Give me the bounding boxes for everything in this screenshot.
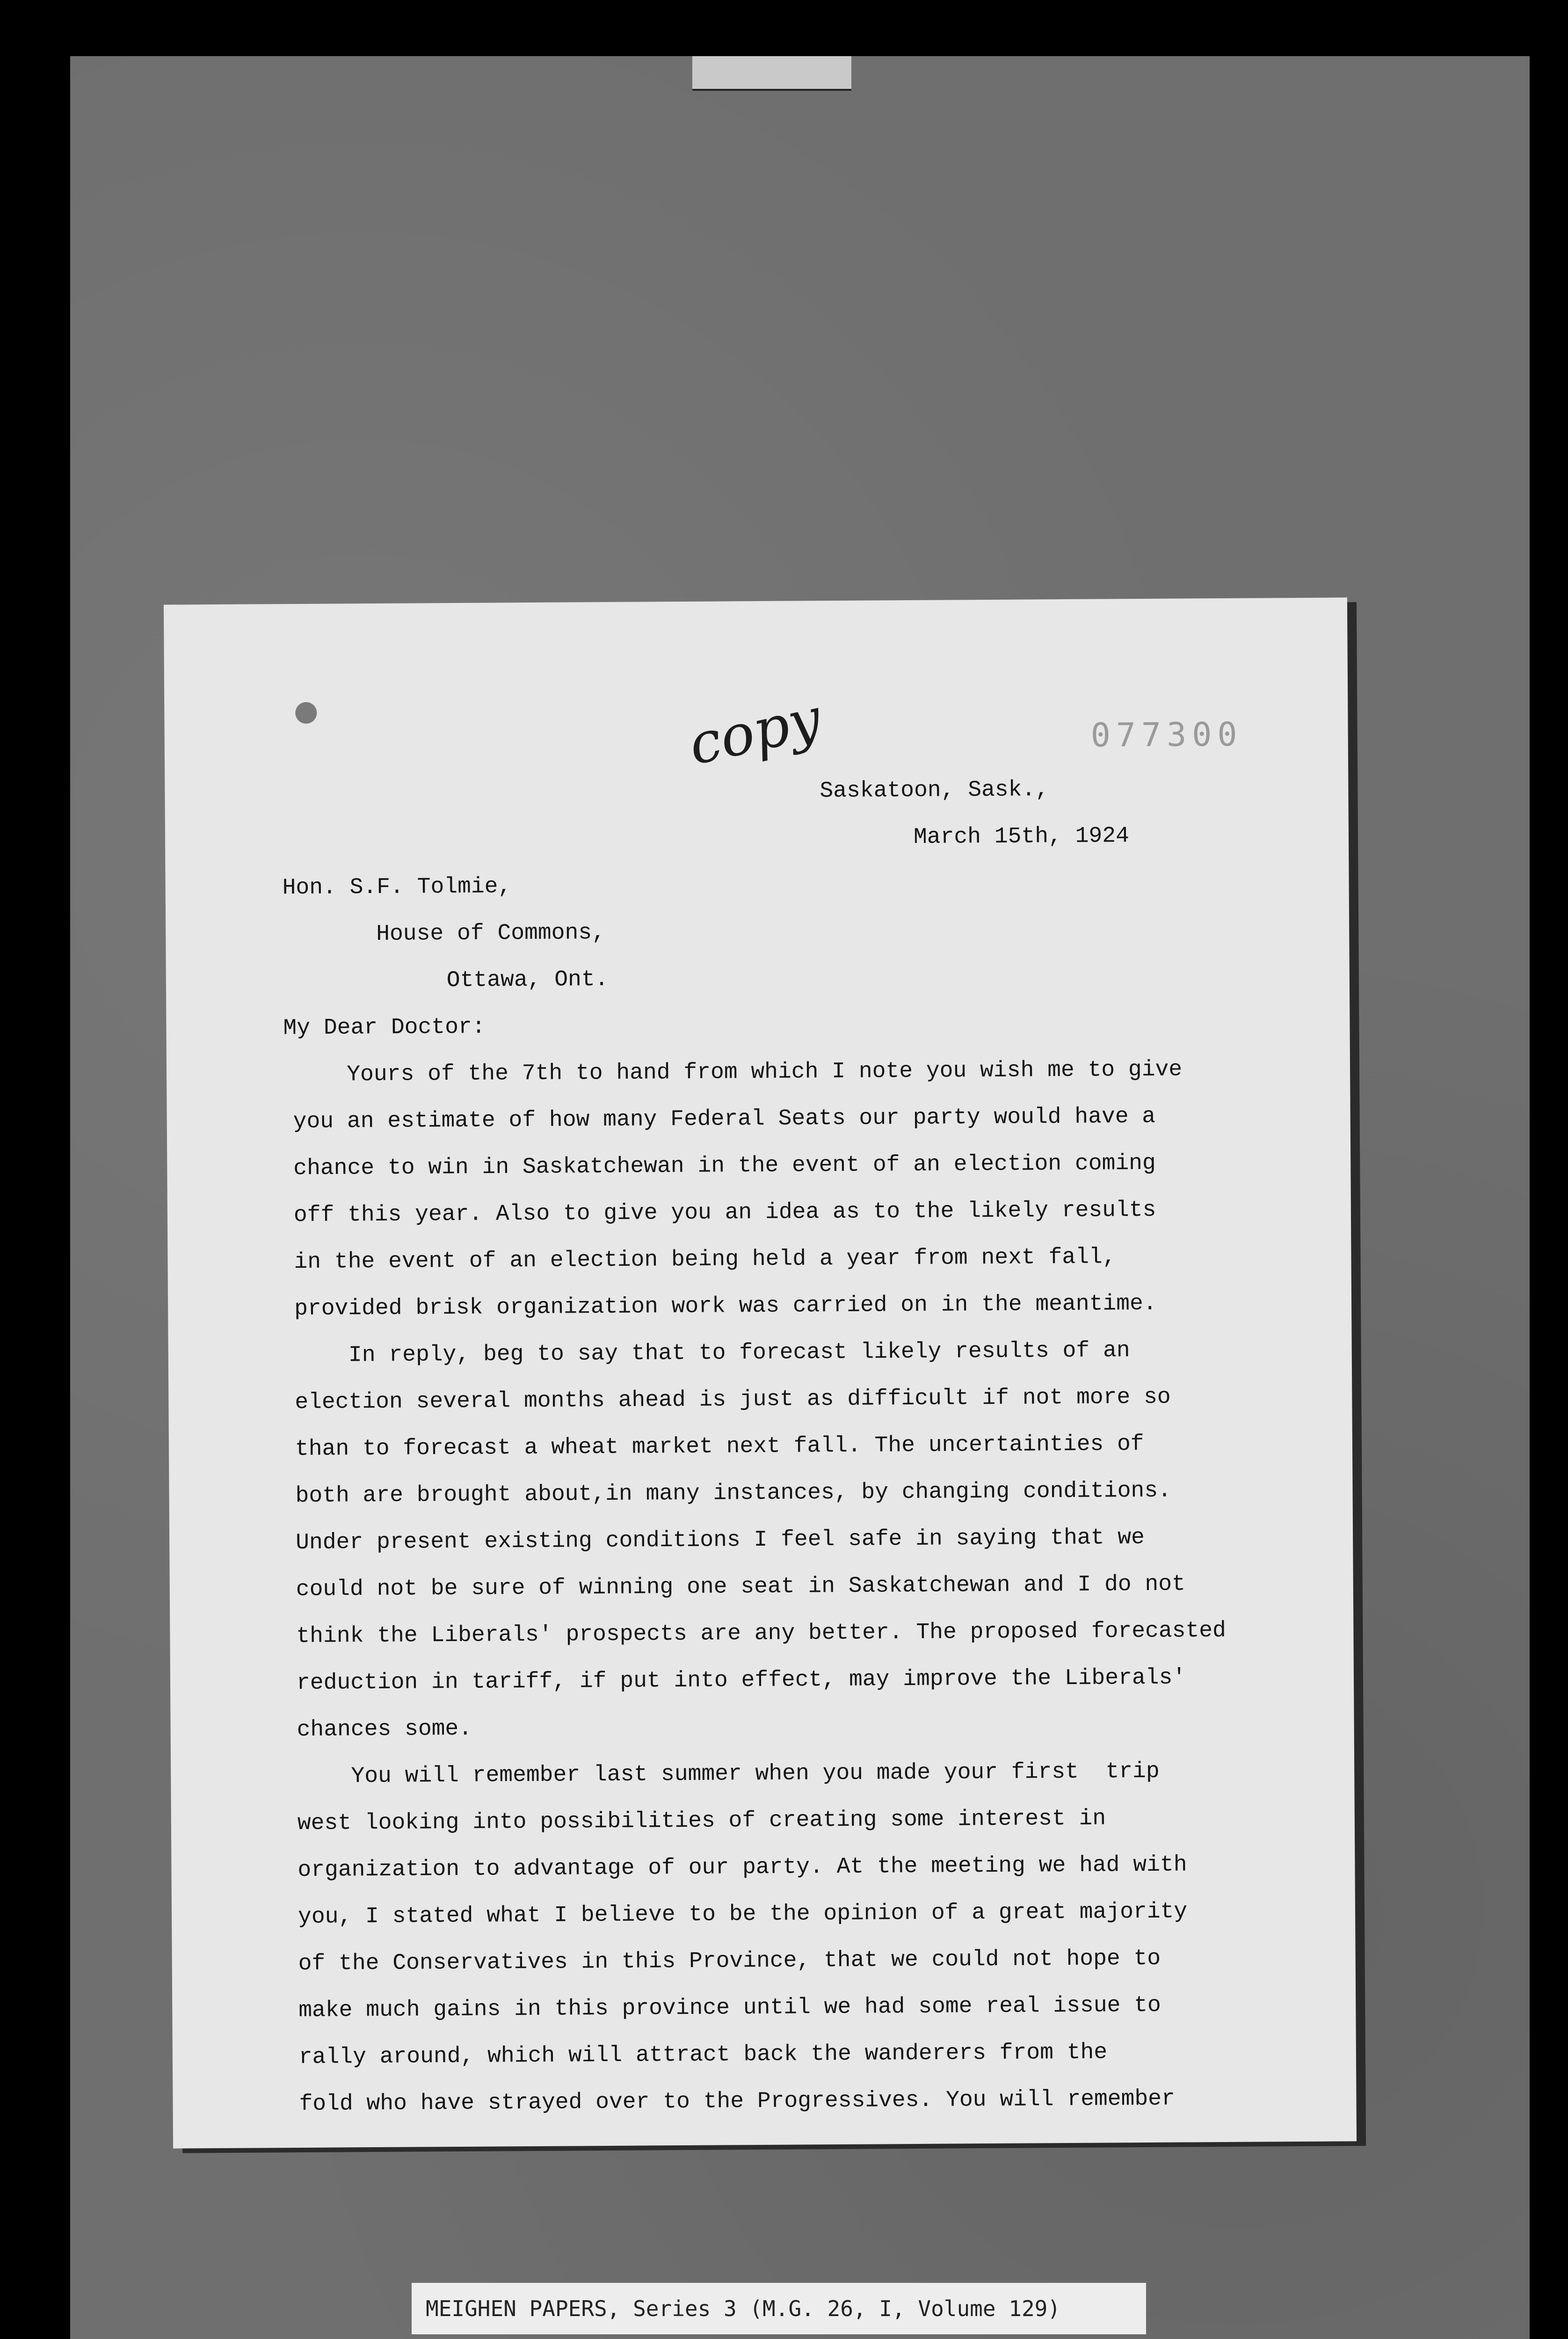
body-line: could not be sure of winning one seat in Saskatchewan and I do not <box>296 1571 1186 1603</box>
addressee-line: House of Commons, <box>376 920 606 947</box>
body-line: make much gains in this province until we had some real issue to <box>298 1992 1161 2024</box>
body-line: you an estimate of how many Federal Seats our party would have a <box>293 1104 1156 1135</box>
body-line: than to forecast a wheat market next fall. The uncertainties of <box>295 1431 1144 1462</box>
body-line: election several months ahead is just as difficult if not more so <box>295 1384 1171 1416</box>
body-line: Under present existing conditions I feel safe in saying that we <box>296 1525 1145 1556</box>
letter-place: Saskatoon, Sask., <box>820 777 1049 804</box>
frame-top-tab <box>692 56 851 91</box>
handwritten-copy-mark: copy <box>683 686 827 778</box>
body-line: think the Liberals' prospects are any better. The proposed forecasted <box>296 1618 1227 1649</box>
body-line: You will remember last summer when you made your first trip <box>297 1758 1160 1790</box>
body-line: rally around, which will attract back the wanderers from the <box>298 2040 1108 2070</box>
body-line: reduction in tariff, if put into effect, may improve the Liberals' <box>296 1665 1186 1696</box>
document-number: 077300 <box>1090 715 1243 755</box>
body-line: In reply, beg to say that to forecast likely results of an <box>294 1338 1130 1369</box>
body-line: organization to advantage of our party. At the meeting we had with <box>298 1852 1187 1883</box>
body-line: you, I stated what I believe to be the opinion of a great majority <box>298 1899 1188 1930</box>
addressee-line: Ottawa, Ont. <box>446 966 609 994</box>
letter-page <box>164 597 1357 2148</box>
body-line: provided brisk organization work was carried on in the meantime. <box>294 1291 1157 1322</box>
letter-date: March 15th, 1924 <box>913 823 1130 850</box>
body-line: Yours of the 7th to hand from which I note you wish me to give <box>292 1057 1183 1088</box>
letter-body <box>164 597 1357 2148</box>
body-line: off this year. Also to give you an idea as to the likely results <box>293 1197 1156 1228</box>
body-line: chances some. <box>297 1716 472 1743</box>
body-line: fold who have strayed over to the Progressives. You will remember <box>299 2086 1175 2117</box>
body-line: chance to win in Saskatchewan in the event of an election coming <box>293 1150 1156 1182</box>
addressee-line: Hon. S.F. Tolmie, <box>282 874 512 901</box>
body-line: of the Conservatives in this Province, that we could not hope to <box>298 1946 1161 1977</box>
body-line: west looking into possibilities of creating some interest in <box>297 1806 1106 1837</box>
collection-label: MEIGHEN PAPERS, Series 3 (M.G. 26, I, Volume 129) <box>412 2283 1146 2334</box>
body-line: in the event of an election being held a year from next fall, <box>294 1244 1116 1275</box>
salutation: My Dear Doctor: <box>283 1014 486 1041</box>
body-line: both are brought about,in many instances, by changing conditions. <box>295 1478 1172 1509</box>
